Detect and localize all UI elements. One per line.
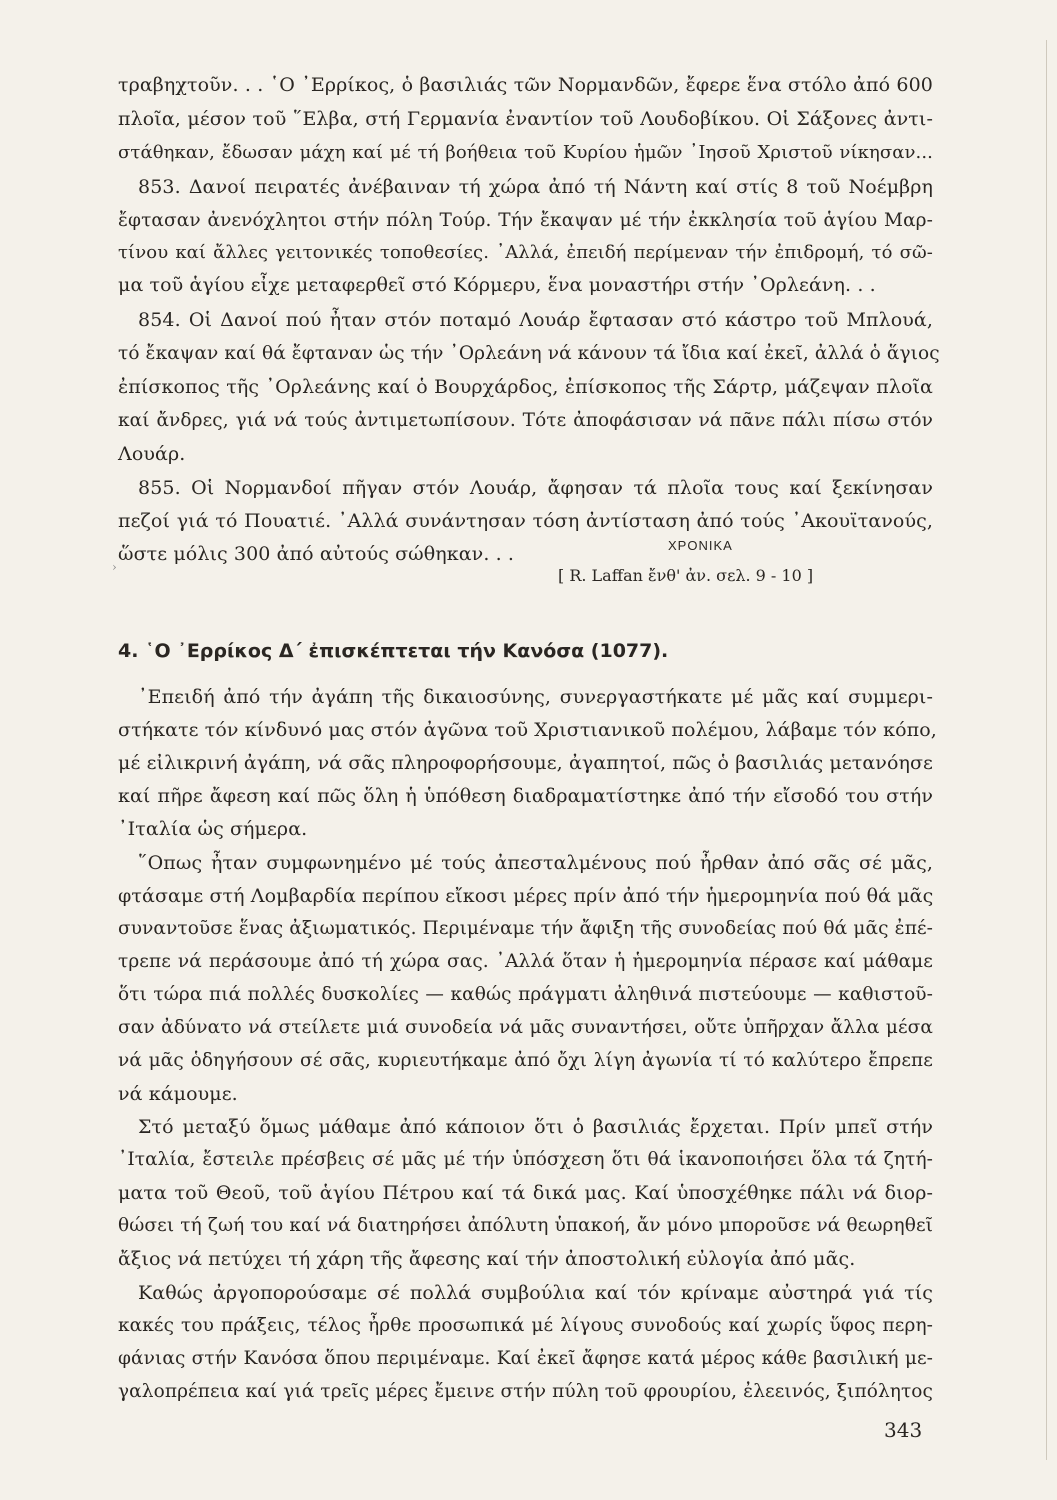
text-line: Στό μεταξύ ὅμως μάθαμε ἀπό κάποιον ὅτι ὁ βασιλιάς ἔρχεται. Πρίν μπεῖ στήν bbox=[138, 1116, 933, 1138]
text-line: ὅτι τώρα πιά πολλές δυσκολίες — καθώς πράγματι ἀληθινά πιστεύουμε — καθιστοῦ- bbox=[118, 984, 933, 1005]
text-line: καί ἄνδρες, γιά νά τούς ἀντιμετωπίσουν. Τότε ἀποφάσισαν νά πᾶνε πάλι πίσω στόν bbox=[118, 410, 933, 431]
text-line: στήκατε τόν κίνδυνό μας στόν ἀγῶνα τοῦ Χριστιανικοῦ πολέμου, λάβαμε τόν κόπο, bbox=[118, 719, 937, 741]
text-line: πεζοί γιά τό Πουατιέ. ᾿Αλλά συνάντησαν τόση ἀντίσταση ἀπό τούς ᾿Ακουϊτανούς, bbox=[118, 510, 933, 532]
text-line: 855. Οἱ Νορμανδοί πῆγαν στόν Λουάρ, ἄφησαν τά πλοῖα τους καί ξεκίνησαν bbox=[138, 477, 933, 499]
text-line: νά μᾶς ὁδηγήσουν σέ σᾶς, κυριευτήκαμε ἀπό ὄχι λίγη ἀγωνία τί τό καλύτερο ἔπρεπε bbox=[118, 1050, 933, 1071]
text-line: τίνου καί ἄλλες γειτονικές τοποθεσίες. ᾿Αλλά, ἐπειδή περίμεναν τήν ἐπιδρομή, τό σῶ- bbox=[118, 242, 933, 263]
page-number: 343 bbox=[884, 1418, 923, 1442]
text-line: ῞Οπως ἦταν συμφωνημένο μέ τούς ἀπεσταλμένους πού ἦρθαν ἀπό σᾶς σέ μᾶς, bbox=[138, 852, 933, 874]
text-line: 853. Δανοί πειρατές ἀνέβαιναν τή χώρα ἀπό τή Νάντη καί στίς 8 τοῦ Νοέμβρη bbox=[138, 176, 933, 198]
text-line: ᾿Ιταλία ὡς σήμερα. bbox=[118, 818, 308, 840]
text-line: θώσει τή ζωή του καί νά διατηρήσει ἀπόλυτη ὑπακοή, ἄν μόνο μποροῦσε νά θεωρηθεῖ bbox=[118, 1215, 933, 1236]
text-line: ὥστε μόλις 300 ἀπό αὐτούς σώθηκαν. . . bbox=[118, 543, 515, 565]
text-line: ᾿Ιταλία, ἔστειλε πρέσβεις σέ μᾶς μέ τήν ὑπόσχεση ὅτι θά ἱκανοποιήσει ὅλα τά ζητή- bbox=[118, 1149, 933, 1170]
section-heading: 4. ῾Ο ᾿Ερρίκος Δ΄ ἐπισκέπτεται τήν Κανόσα (1077). bbox=[118, 640, 669, 662]
text-line: κακές του πράξεις, τέλος ἦρθε προσωπικά μέ λίγους συνοδούς καί χωρίς ὕφος περη- bbox=[118, 1315, 933, 1336]
source-citation: [ R. Laffan ἔνθ' ἀν. σελ. 9 - 10 ] bbox=[558, 566, 814, 585]
text-line: στάθηκαν, ἔδωσαν μάχη καί μέ τή βοήθεια τοῦ Κυρίου ἡμῶν ᾿Ιησοῦ Χριστοῦ νίκησαν... bbox=[118, 142, 933, 163]
text-line: πλοῖα, μέσον τοῦ ῞Ελβα, στή Γερμανία ἐναντίον τοῦ Λουδοβίκου. Οἱ Σάξονες ἀντι- bbox=[118, 108, 933, 130]
text-line: ἄξιος νά πετύχει τή χάρη τῆς ἄφεσης καί τήν ἀποστολική εὐλογία ἀπό μᾶς. bbox=[118, 1248, 856, 1270]
text-line: ματα τοῦ Θεοῦ, τοῦ ἁγίου Πέτρου καί τά δικά μας. Καί ὑποσχέθηκε πάλι νά διορ- bbox=[118, 1182, 933, 1204]
text-line: Καθώς ἀργοπορούσαμε σέ πολλά συμβούλια καί τόν κρίναμε αὐστηρά γιά τίς bbox=[138, 1282, 933, 1304]
text-line: φάνιας στήν Κανόσα ὅπου περιμέναμε. Καί ἐκεῖ ἄφησε κατά μέρος κάθε βασιλική με- bbox=[118, 1348, 933, 1369]
text-line: τό ἔκαψαν καί θά ἔφταναν ὡς τήν ᾿Ορλεάνη νά κάνουν τά ἴδια καί ἐκεῖ, ἀλλά ὁ ἅγιος bbox=[118, 343, 940, 364]
text-line: Λουάρ. bbox=[118, 443, 186, 465]
text-line: νά κάμουμε. bbox=[118, 1083, 238, 1105]
text-line: φτάσαμε στή Λομβαρδία περίπου εἴκοσι μέρες πρίν ἀπό τήν ἡμερομηνία πού θά μᾶς bbox=[118, 885, 934, 907]
text-line: μέ εἰλικρινή ἀγάπη, νά σᾶς πληροφορήσουμε, ἀγαπητοί, πῶς ὁ βασιλιάς μετανόησε bbox=[118, 752, 933, 774]
text-line: συναντοῦσε ἕνας ἀξιωματικός. Περιμέναμε τήν ἄφιξη τῆς συνοδείας πού θά μᾶς ἐπέ- bbox=[118, 918, 933, 939]
text-line: γαλοπρέπεια καί γιά τρεῖς μέρες ἔμεινε στήν πύλη τοῦ φρουρίου, ἐλεεινός, ξιπόλητος bbox=[118, 1381, 933, 1402]
text-line: 854. Οἱ Δανοί πού ἦταν στόν ποταμό Λουάρ ἔφτασαν στό κάστρο τοῦ Μπλουά, bbox=[138, 309, 933, 331]
text-line: ἐπίσκοπος τῆς ᾿Ορλεάνης καί ὁ Βουρχάρδος, ἐπίσκοπος τῆς Σάρτρ, μάζεψαν πλοῖα bbox=[118, 376, 933, 398]
text-line: σαν ἀδύνατο νά στείλετε μιά συνοδεία νά μᾶς συναντήσει, οὔτε ὑπῆρχαν ἄλλα μέσα bbox=[118, 1017, 933, 1038]
margin-mark: › bbox=[112, 560, 117, 574]
text-line: τραβηχτοῦν. . . ῾Ο ᾿Ερρίκος, ὁ βασιλιάς τῶν Νορμανδῶν, ἔφερε ἕνα στόλο ἀπό 600 bbox=[118, 74, 933, 96]
text-line: ᾿Επειδή ἀπό τήν ἀγάπη τῆς δικαιοσύνης, συνεργαστήκατε μέ μᾶς καί συμμερι- bbox=[138, 686, 933, 708]
text-line: καί πῆρε ἄφεση καί πῶς ὅλη ἡ ὑπόθεση διαδραματίστηκε ἀπό τήν εἴσοδό του στήν bbox=[118, 785, 933, 807]
text-line: τρεπε νά περάσουμε ἀπό τή χώρα σας. ᾿Αλλά ὅταν ἡ ἡμερομηνία πέρασε καί μάθαμε bbox=[118, 951, 933, 972]
chronicle-label: ΧΡΟΝΙΚΑ bbox=[668, 538, 733, 553]
text-line: μα τοῦ ἁγίου εἶχε μεταφερθεῖ στό Κόρμερυ, ἕνα μοναστήρι στήν ᾿Ορλεάνη. . . bbox=[118, 274, 876, 296]
page-edge bbox=[1046, 40, 1047, 1460]
text-line: ἔφτασαν ἀνενόχλητοι στήν πόλη Τούρ. Τήν ἔκαψαν μέ τήν ἐκκλησία τοῦ ἁγίου Μαρ- bbox=[118, 210, 933, 231]
